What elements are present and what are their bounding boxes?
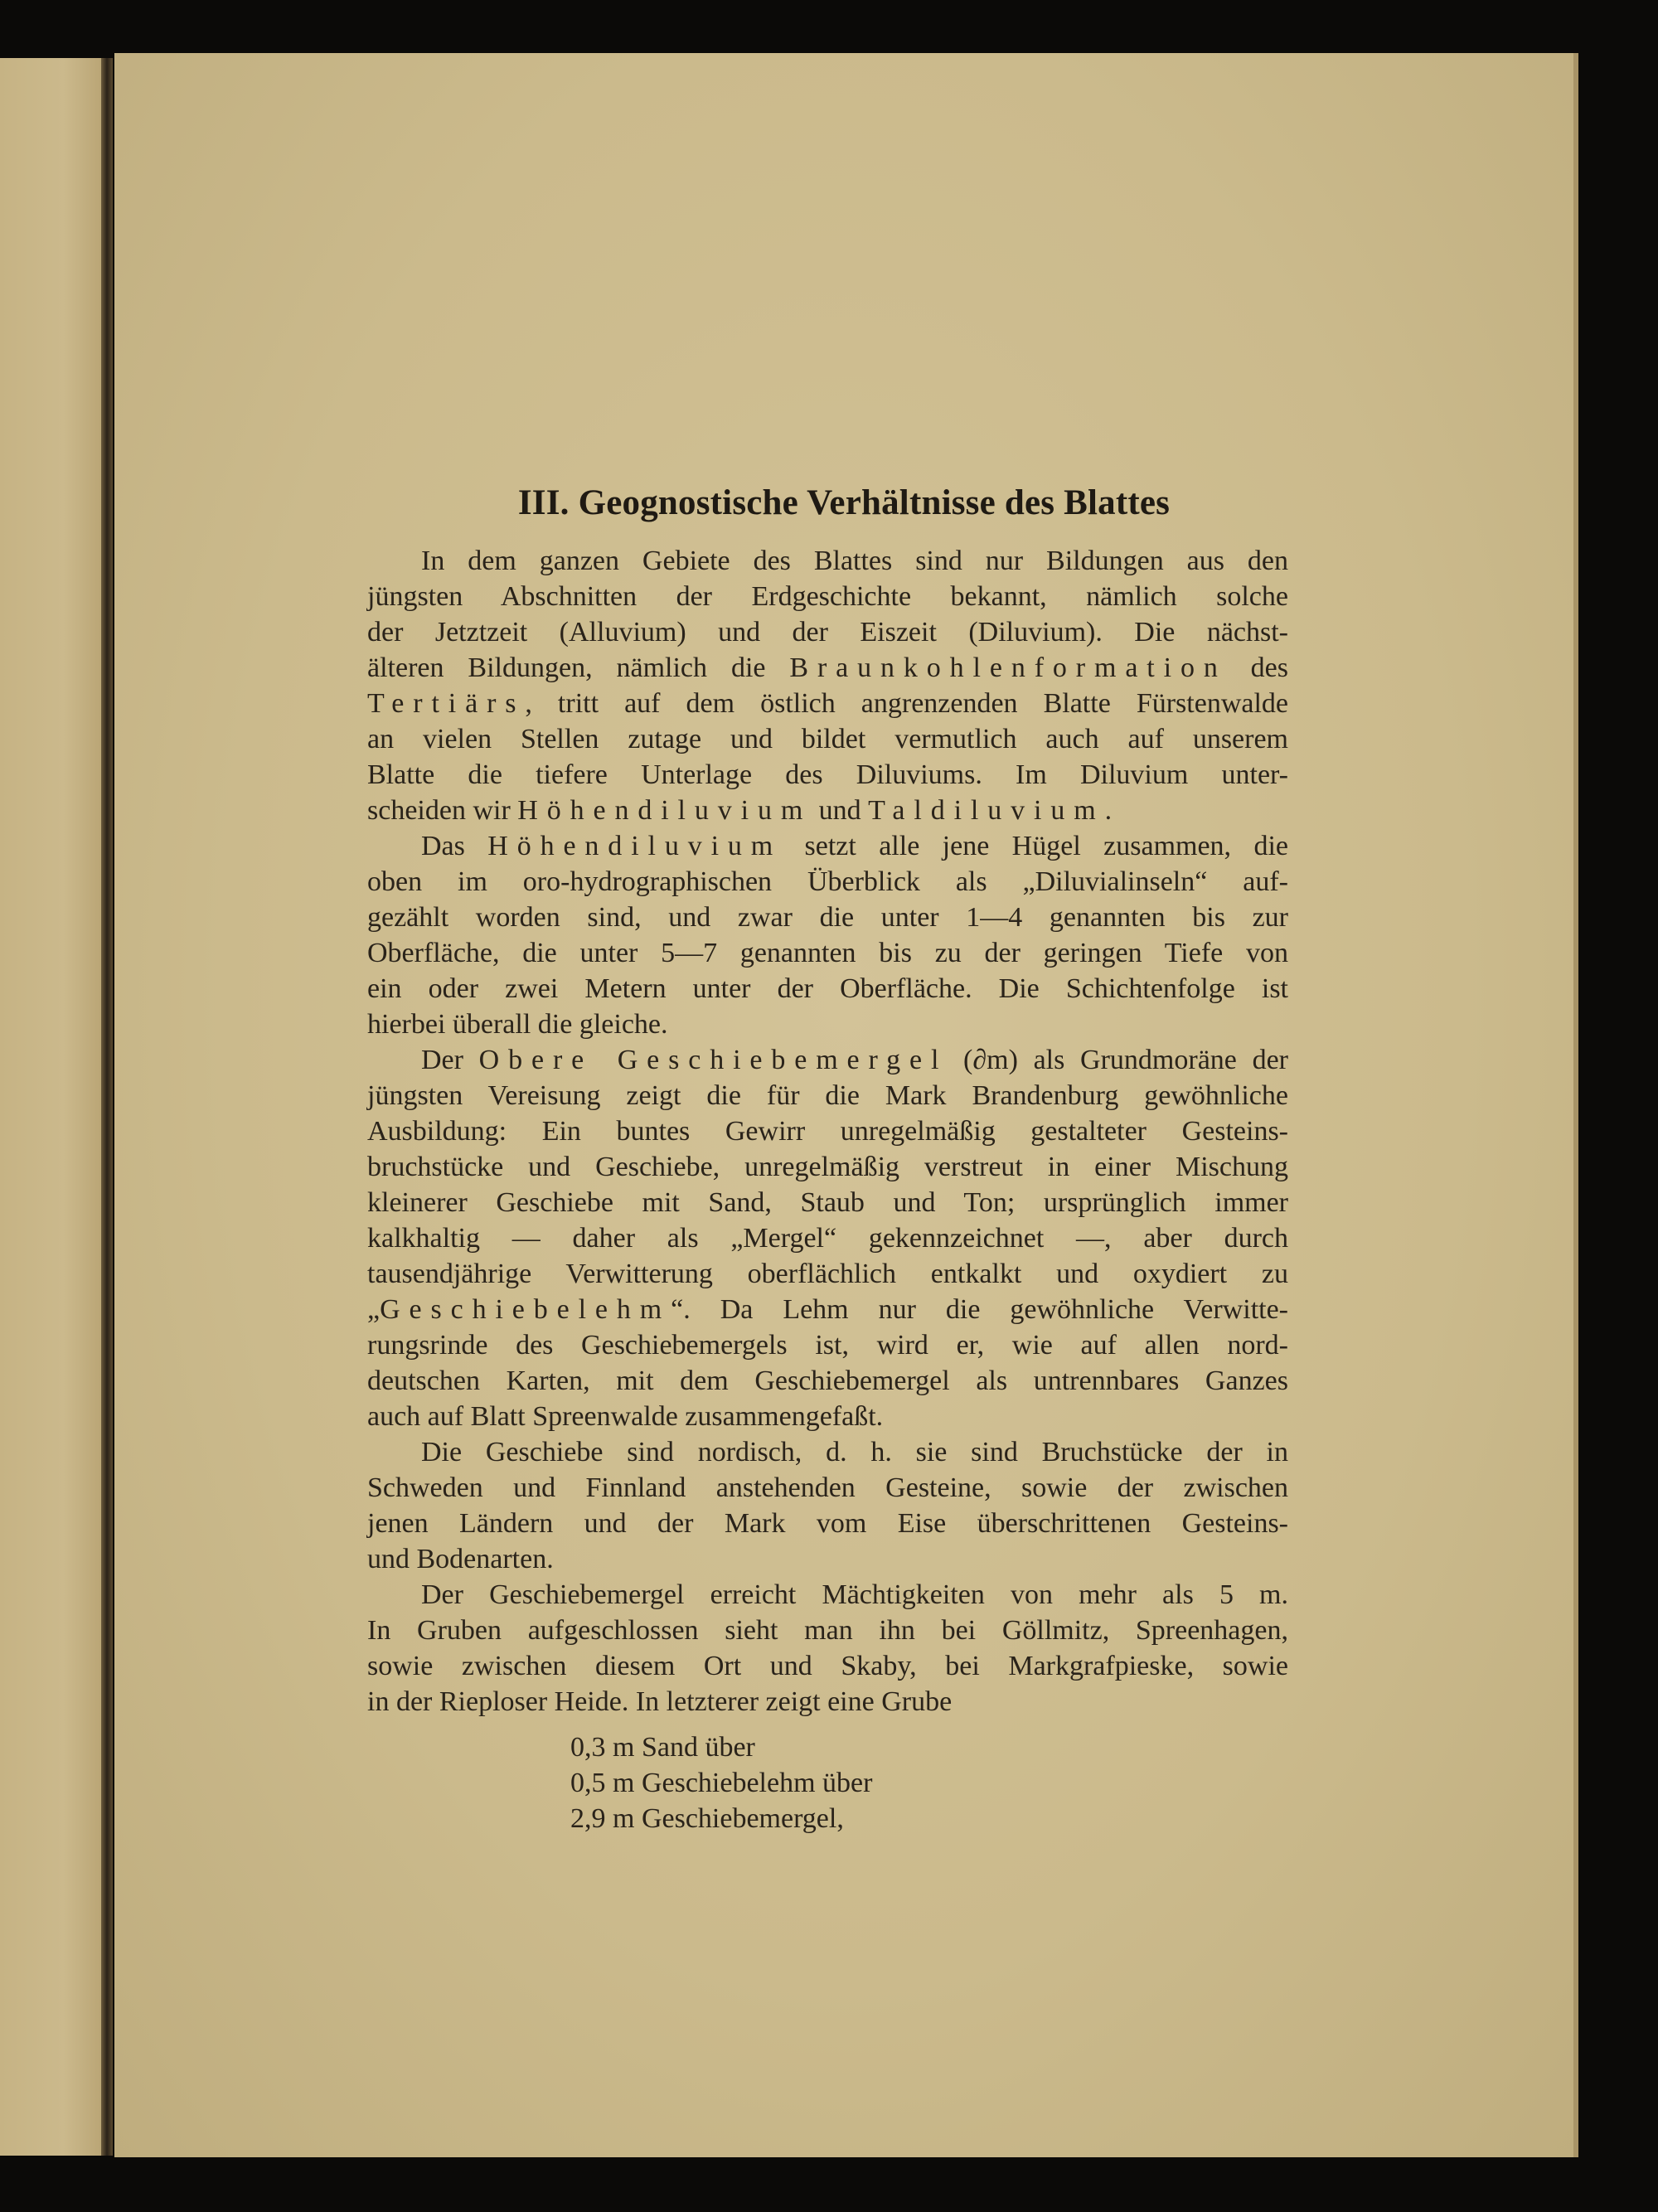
text-line xyxy=(367,1258,1288,1291)
spaced-term: Geschiebelehm xyxy=(380,1294,671,1325)
text-segment: jüngsten Abschnitten der Erdgeschichte bekannt, nämlich solche xyxy=(367,581,1288,612)
text-line xyxy=(367,759,1288,792)
text-segment: setzt alle jene Hügel zusammen, die xyxy=(782,831,1288,861)
text-line xyxy=(367,1329,1288,1362)
text-segment: tausendjährige Verwitterung oberflächlich entkalkt und oxydiert zu xyxy=(367,1259,1288,1289)
text-line xyxy=(367,1079,1288,1113)
spaced-term: Obere Geschiebemergel xyxy=(478,1045,948,1075)
text-line xyxy=(367,866,1288,899)
text-line xyxy=(367,687,1288,720)
text-line xyxy=(367,616,1288,649)
text-segment: und xyxy=(812,795,869,826)
text-segment: auch auf Blatt Spreenwalde zusammengefaßt. xyxy=(367,1401,884,1432)
text-segment: gezählt worden sind, und zwar die unter 1—4 genannten bis zur xyxy=(367,902,1288,933)
text-segment: kalkhaltig — daher als „Mergel“ gekennzeichnet —, aber durch xyxy=(367,1223,1288,1254)
text-line xyxy=(367,1400,1288,1433)
text-segment: bruchstücke und Geschiebe, unregelmäßig verstreut in einer Mischung xyxy=(367,1152,1288,1182)
text-segment: jenen Ländern und der Mark vom Eise überschrittenen Gesteins- xyxy=(367,1508,1288,1539)
text-segment: In Gruben aufgeschlossen sieht man ihn bei Göllmitz, Spreenhagen, xyxy=(367,1615,1288,1646)
text-line xyxy=(367,1365,1288,1398)
spaced-term: Höhendiluvium xyxy=(487,831,783,861)
text-line xyxy=(367,1151,1288,1184)
text-segment: ein oder zwei Metern unter der Oberfläche. Die Schichtenfolge ist xyxy=(367,973,1288,1004)
text-segment: in der Rieploser Heide. In letzterer zeigt eine Grube xyxy=(367,1686,953,1717)
text-line xyxy=(367,1436,1288,1469)
text-segment: oben im oro-hydrographischen Überblick als „Diluvialinseln“ auf- xyxy=(367,866,1288,897)
book-page xyxy=(114,53,1578,2157)
text-line xyxy=(367,652,1288,685)
text-segment: hierbei überall die gleiche. xyxy=(367,1009,668,1040)
text-segment: sowie zwischen diesem Ort und Skaby, bei Markgrafpieske, sowie xyxy=(367,1651,1288,1681)
text-line xyxy=(367,545,1288,578)
text-line xyxy=(367,901,1288,934)
text-segment: . xyxy=(1104,795,1113,826)
text-segment: des xyxy=(1226,652,1288,683)
text-line xyxy=(367,1044,1288,1077)
text-segment: In dem ganzen Gebiete des Blattes sind nur Bildungen aus den xyxy=(421,546,1288,576)
text-line xyxy=(367,1507,1288,1540)
left-page-edge xyxy=(0,58,106,2156)
text-segment: , tritt auf dem östlich angrenzenden Blatte Fürstenwalde xyxy=(525,688,1288,719)
text-segment: scheiden wir xyxy=(367,795,518,826)
text-line xyxy=(367,1686,1288,1719)
text-line xyxy=(367,1614,1288,1647)
text-segment: kleinerer Geschiebe mit Sand, Staub und Ton; ursprünglich immer xyxy=(367,1187,1288,1218)
spaced-term: Tertiärs xyxy=(367,688,526,719)
text-segment: rungsrinde des Geschiebemergels ist, wird er, wie auf allen nord- xyxy=(367,1330,1288,1361)
text-line xyxy=(367,1008,1288,1041)
text-line xyxy=(367,1472,1288,1505)
spaced-term: Taldiluvium xyxy=(868,795,1105,826)
spaced-term: Höhendiluvium xyxy=(517,795,812,826)
text-line xyxy=(367,830,1288,863)
text-segment: und Bodenarten. xyxy=(367,1544,554,1574)
text-line xyxy=(367,937,1288,970)
text-segment: deutschen Karten, mit dem Geschiebemergel als untrennbares Ganzes xyxy=(367,1366,1288,1396)
text-segment: Der Geschiebemergel erreicht Mächtigkeiten von mehr als 5 m. xyxy=(421,1579,1288,1610)
text-line xyxy=(367,1222,1288,1255)
text-line xyxy=(367,723,1288,756)
section-title: III. Geognostische Verhältnisse des Blattes xyxy=(517,483,1171,522)
book-spine xyxy=(101,58,113,2156)
text-line xyxy=(367,973,1288,1006)
text-line xyxy=(367,580,1288,614)
text-segment: (∂m) als Grundmoräne der xyxy=(948,1045,1288,1075)
text-segment: an vielen Stellen zutage und bildet vermutlich auch auf unserem xyxy=(367,724,1288,754)
text-segment: jüngsten Vereisung zeigt die für die Mark Brandenburg gewöhnliche xyxy=(367,1080,1288,1111)
text-line xyxy=(367,1186,1288,1220)
text-segment: Ausbildung: Ein buntes Gewirr unregelmäßig gestalteter Gesteins- xyxy=(367,1116,1288,1147)
text-segment: älteren Bildungen, nämlich die xyxy=(367,652,790,683)
text-segment: Blatte die tiefere Unterlage des Diluviums. Im Diluvium unter- xyxy=(367,759,1288,790)
text-line xyxy=(367,1115,1288,1148)
text-line xyxy=(367,1650,1288,1683)
profile-item: 0,3 m Sand über xyxy=(570,1732,755,1763)
text-line xyxy=(367,1579,1288,1612)
spaced-term: Braunkohlenformation xyxy=(789,652,1227,683)
text-line xyxy=(367,1543,1288,1576)
text-line xyxy=(367,1293,1288,1327)
text-segment: „ xyxy=(367,1294,381,1325)
text-segment: Das xyxy=(421,831,488,861)
text-segment: Schweden und Finnland anstehenden Gesteine, sowie der zwischen xyxy=(367,1472,1288,1503)
text-segment: der Jetztzeit (Alluvium) und der Eiszeit (Diluvium). Die nächst- xyxy=(367,617,1288,648)
profile-item: 0,5 m Geschiebelehm über xyxy=(570,1768,873,1798)
text-segment: Die Geschiebe sind nordisch, d. h. sie sind Bruchstücke der in xyxy=(421,1437,1288,1467)
text-segment: Der xyxy=(421,1045,479,1075)
text-line xyxy=(367,794,1288,827)
profile-item: 2,9 m Geschiebemergel, xyxy=(570,1803,844,1834)
text-segment: Oberfläche, die unter 5—7 genannten bis zu der geringen Tiefe von xyxy=(367,938,1288,968)
text-segment: “. Da Lehm nur die gewöhnliche Verwitte- xyxy=(671,1294,1288,1325)
